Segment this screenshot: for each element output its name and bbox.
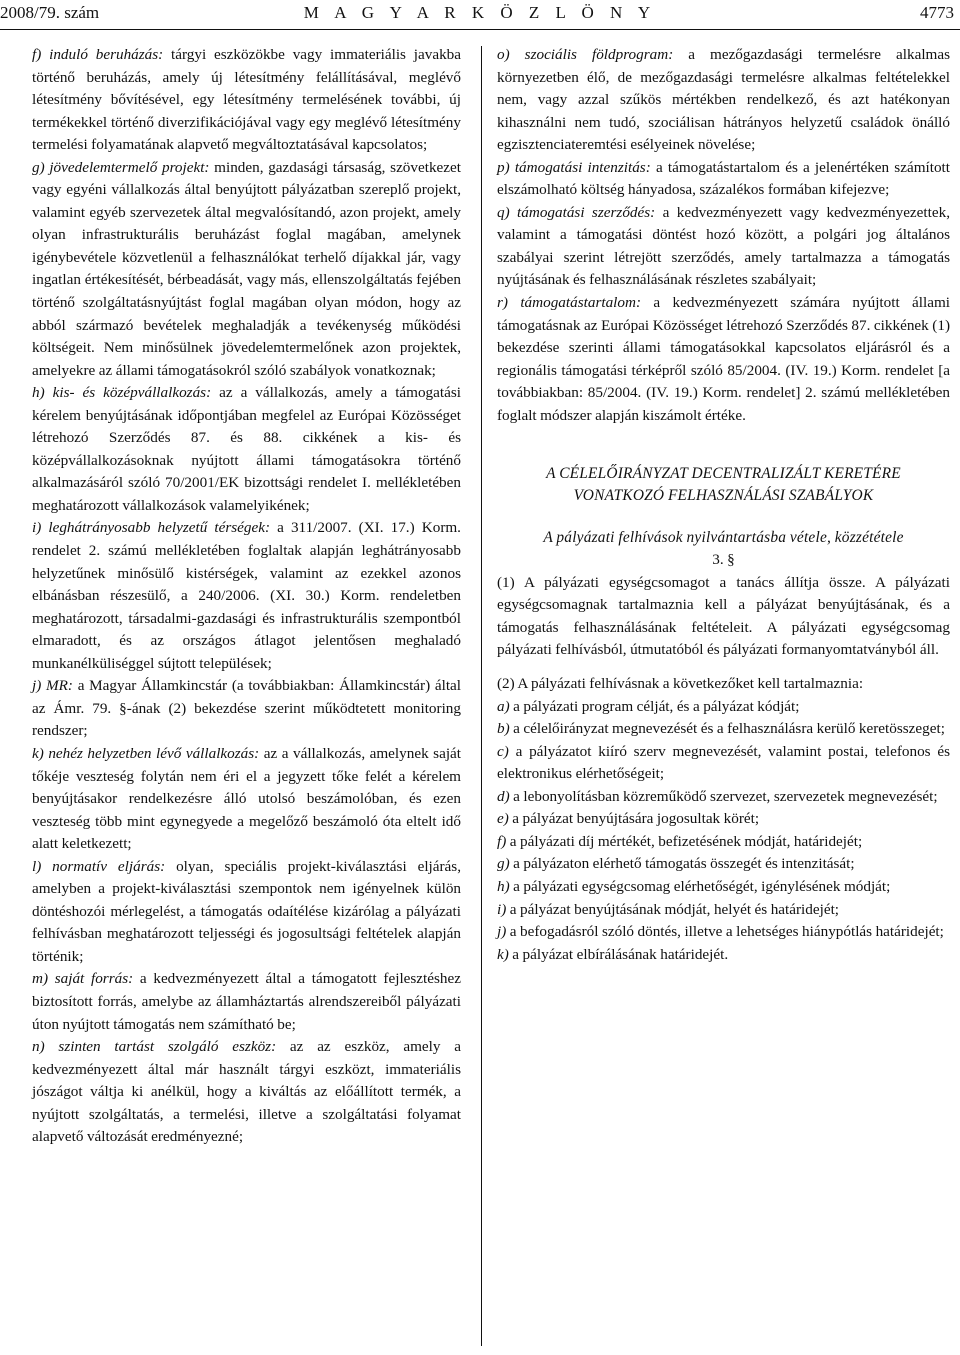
- list-label: g): [497, 855, 510, 873]
- definition-term: j) MR:: [32, 677, 73, 695]
- definition-term: o) szociális földprogram:: [497, 46, 674, 63]
- definition-l: [32, 856, 461, 969]
- definition-text: olyan, speciális projekt-kiválasztási eljárás, amelyben a projekt-kiválasztási szempontok nem igényelnek külön döntéshozói mérlegelést, a támogatás odaítélése kizárólag a pályázati felhívásban meghatározott teljességi és jogosultsági feltételek alapján történik;: [32, 857, 461, 965]
- left-column: [32, 44, 461, 1149]
- definition-m: [32, 968, 461, 1036]
- definition-text: a kedvezményezett által a támogatott fejlesztéshez biztosított forrás, amelybe az államháztartás alrendszereiből pályázati úton nyújtott támogatás nem számítható be;: [32, 970, 461, 1033]
- definition-text: az a vállalkozás, amely a támogatási kérelem benyújtásának időpontjában megfelel az Európai Közösséget létrehozó Szerződés 87. és 88. cikkének a kis- és középvállalkozásoknak nyújtott állami támogatásokra történő alkalmazásáról szóló 70/2001/EK bizottsági rendelet I. mellékletében meghatározott vállalkozások valamelyikének;: [32, 384, 461, 514]
- list-item-j: [497, 921, 950, 944]
- definition-term: k) nehéz helyzetben lévő vállalkozás:: [32, 744, 260, 762]
- list-label: i): [497, 900, 507, 918]
- definition-q: [497, 202, 950, 292]
- definition-text: a támogatástartalom és a jelenértéken számított elszámolható költség hányadosa, százalékos formában kifejezve;: [497, 158, 950, 199]
- list-text: a pályázati program célját, és a pályázat kódját;: [509, 697, 800, 715]
- list-text: a lebonyolításban közreműködő szervezet, szervezetek megnevezését;: [509, 787, 938, 805]
- list-item-c: [497, 741, 950, 786]
- list-text: a pályázat benyújtásának módját, helyét és határidejét;: [506, 900, 840, 918]
- list-text: a pályázat elbírálásának határidejét.: [508, 945, 729, 963]
- definition-n: [32, 1036, 461, 1149]
- section-title-line-2: VONATKOZÓ FELHASZNÁLÁSI SZABÁLYOK: [573, 487, 874, 505]
- list-item-d: [497, 786, 950, 809]
- definition-text: a kedvezményezett számára nyújtott állami támogatásnak az Európai Közösséget létrehozó Szerződés 87. cikkének (1) bekezdése szerinti állami támogatásokkal kapcsolatos eljárásról és a regionális támogatási térképről szóló 85/2004. (IV. 19.) Korm. rendelet [a továbbiakban: 85/2004. (IV. 19.) Korm. rendelet] 2. számú mellékletében foglalt módszer alapján kiszámolt értéke.: [497, 294, 950, 424]
- list-label: e): [497, 810, 509, 828]
- section-subtitle: A pályázati felhívások nyilvántartásba vétele, közzététele: [543, 529, 904, 547]
- definition-i: [32, 517, 461, 675]
- list-label: k): [497, 945, 509, 963]
- list-text: a pályázati díj mértékét, befizetésének módját, határidejét;: [506, 832, 863, 850]
- definition-f: [32, 44, 461, 157]
- definition-term: m) saját forrás:: [32, 970, 134, 988]
- list-item-h: [497, 876, 950, 899]
- list-label: a): [497, 697, 510, 715]
- paragraph-1: (1) A pályázati egységcsomagot a tanács állítja össze. A pályázati egységcsomagnak tartalmaznia kell a pályázat benyújtásának, és a támogatás felhasználásának feltételeit. A pályázati egységcsomag pályázati felhívásból, útmutatóból és pályázati formanyomtatványból áll.: [497, 573, 950, 659]
- header-rule: [0, 29, 960, 30]
- list-item-a: [497, 696, 950, 719]
- list-label: d): [497, 787, 510, 805]
- definition-text: minden, gazdasági társaság, szövetkezet vagy egyéni vállalkozás által benyújtott pályázatban szereplő projekt, valamint egyéb szervezetek által megvalósítandó, azon projekt, amely olyan infrastrukturális beruházást foglal magában, amelynek igénybevétele közvetlenül a felhasználókat terhelő díjakkal jár, vagy ingatlan értékesítését, bérbeadását, vagy más, ellenszolgáltatás fejében történő szolgáltatásnyújtást foglal magában olyan módon, hogy az abból származó bevételek meghaladják a tevékenység működési költségeit. Nem minősülnek jövedelemtermelőnek azon projektek, amelyekre az állami támogatásokról szóló szabályok vonatkoznak;: [32, 158, 461, 379]
- definition-j: [32, 675, 461, 743]
- definition-text: az az eszköz, amely a kedvezményezett által már használt tárgyi eszközt, immateriális jószágot váltja ki anélkül, hogy a kiváltás az előállított termék, a nyújtott szolgáltatás, a termelési, illetve a szolgáltatási folyamat alapvető változását eredményezné;: [32, 1038, 461, 1146]
- list-item-b: [497, 718, 950, 741]
- definition-text: a kedvezményezett vagy kedvezményezettek, valamint a támogatási döntést hozó között, a polgári jog általános szabályai szerint létrejött szerződés, amely tartalmazza a támogatás nyújtásának és felhasználásának részletes szabályait;: [497, 203, 950, 289]
- journal-title: M A G Y A R K Ö Z L Ö N Y: [303, 3, 657, 22]
- column-divider: [481, 46, 482, 1346]
- definition-g: [32, 157, 461, 382]
- list-text: a célelőirányzat megnevezését és a felhasználásra kerülő keretösszeget;: [509, 720, 945, 738]
- list-item-f: [497, 831, 950, 854]
- list-label: h): [497, 877, 510, 895]
- definition-term: r) támogatástartalom:: [497, 294, 642, 312]
- list-item-k: [497, 944, 950, 967]
- list-item-i: [497, 899, 950, 922]
- list-label: j): [497, 923, 507, 941]
- right-column: [497, 44, 950, 966]
- definition-term: h) kis- és középvállalkozás:: [32, 384, 212, 402]
- definition-p: [497, 157, 950, 202]
- definition-text: az a vállalkozás, amelynek saját tőkéje veszteség folytán nem éri el a jegyzett tőke felét a kérelem benyújtásakor rendelkezésre álló utolsó beszámolóban, és ezen veszteség több mint egynegyede a megelőző beszámoló óta eltelt idő alatt keletkezett;: [32, 744, 462, 853]
- list-label: c): [497, 742, 509, 760]
- definition-term: n) szinten tartást szolgáló eszköz:: [32, 1038, 277, 1056]
- issue-number: 2008/79. szám: [0, 3, 100, 22]
- list-label: b): [497, 720, 510, 738]
- definition-text: a mezőgazdasági termelésre alkalmas környezetben élő, de mezőgazdasági termelésre alkalmas feltételekkel nem, vagy azzal szűkös mértékben rendelkező, és azt hatékonyan kihasználni nem tudó, szociálisan hátrányos helyzetű családok önálló egzisztenciateremtési esélyeinek növelése;: [497, 46, 950, 154]
- definition-term: l) normatív eljárás:: [32, 857, 166, 875]
- list-item-g: [497, 853, 950, 876]
- list-text: a pályázati egységcsomag elérhetőségét, igénylésének módját;: [509, 877, 891, 895]
- definition-term: p) támogatási intenzitás:: [497, 158, 651, 176]
- definition-text: a 311/2007. (XI. 17.) Korm. rendelet 2. számú mellékletében foglaltak alapján leghátrányosabb helyzetűnek minősülő kistérségek, valamint az ezekkel azonos elbánásban részesülő, a 240/2006. (XI. 30.) Korm. rendeletben meghatározott, társadalmi-gazdasági és infrastrukturális szempontból elmaradott, és az országos átlagot jelentősen meghaladó munkanélküliséggel sújtott települések;: [32, 519, 461, 672]
- definition-h: [32, 382, 461, 517]
- list-label: f): [497, 832, 507, 850]
- definition-term: g) jövedelemtermelő projekt:: [32, 158, 210, 176]
- definition-term: q) támogatási szerződés:: [497, 203, 656, 221]
- definition-text: tárgyi eszközökbe vagy immateriális javakba történő beruházás, amely új létesítmény felállításával, meglévő létesítmény bővítésével, egy létesítmény termelésének további, új termékekkel történő diverzifikációjával vagy egy meglévő létesítmény termelési folyamatának alapvető megváltoztatásával kapcsolatos;: [32, 46, 461, 154]
- definition-text: a Magyar Államkincstár (a továbbiakban: Államkincstár) által az Ámr. 79. §-ának (2) bekezdése szerint működtetett monitoring rendszer;: [32, 677, 462, 740]
- definition-k: [32, 743, 461, 856]
- definition-o: [497, 44, 950, 157]
- list-text: a pályázatot kiíró szerv megnevezését, valamint postai, telefonos és elektronikus elérhetőségeit;: [497, 742, 950, 783]
- paragraph-2: (2) A pályázati felhívásnak a következőket kell tartalmaznia:: [497, 675, 864, 693]
- page-number: 4773: [920, 3, 954, 22]
- section-title-line-1: A CÉLELŐIRÁNYZAT DECENTRALIZÁLT KERETÉRE: [546, 465, 901, 483]
- list-item-e: [497, 808, 950, 831]
- page-header: [0, 0, 960, 26]
- definition-term: i) leghátrányosabb helyzetű térségek:: [32, 519, 271, 537]
- definition-r: [497, 292, 950, 427]
- definition-term: f) induló beruházás:: [32, 46, 164, 63]
- list-text: a pályázat benyújtására jogosultak körét;: [508, 810, 760, 828]
- list-text: a pályázaton elérhető támogatás összegét és intenzitását;: [509, 855, 855, 873]
- list-text: a befogadásról szóló döntés, illetve a lehetséges hiánypótlás határidejét;: [506, 923, 944, 941]
- section-number: 3. §: [712, 551, 735, 569]
